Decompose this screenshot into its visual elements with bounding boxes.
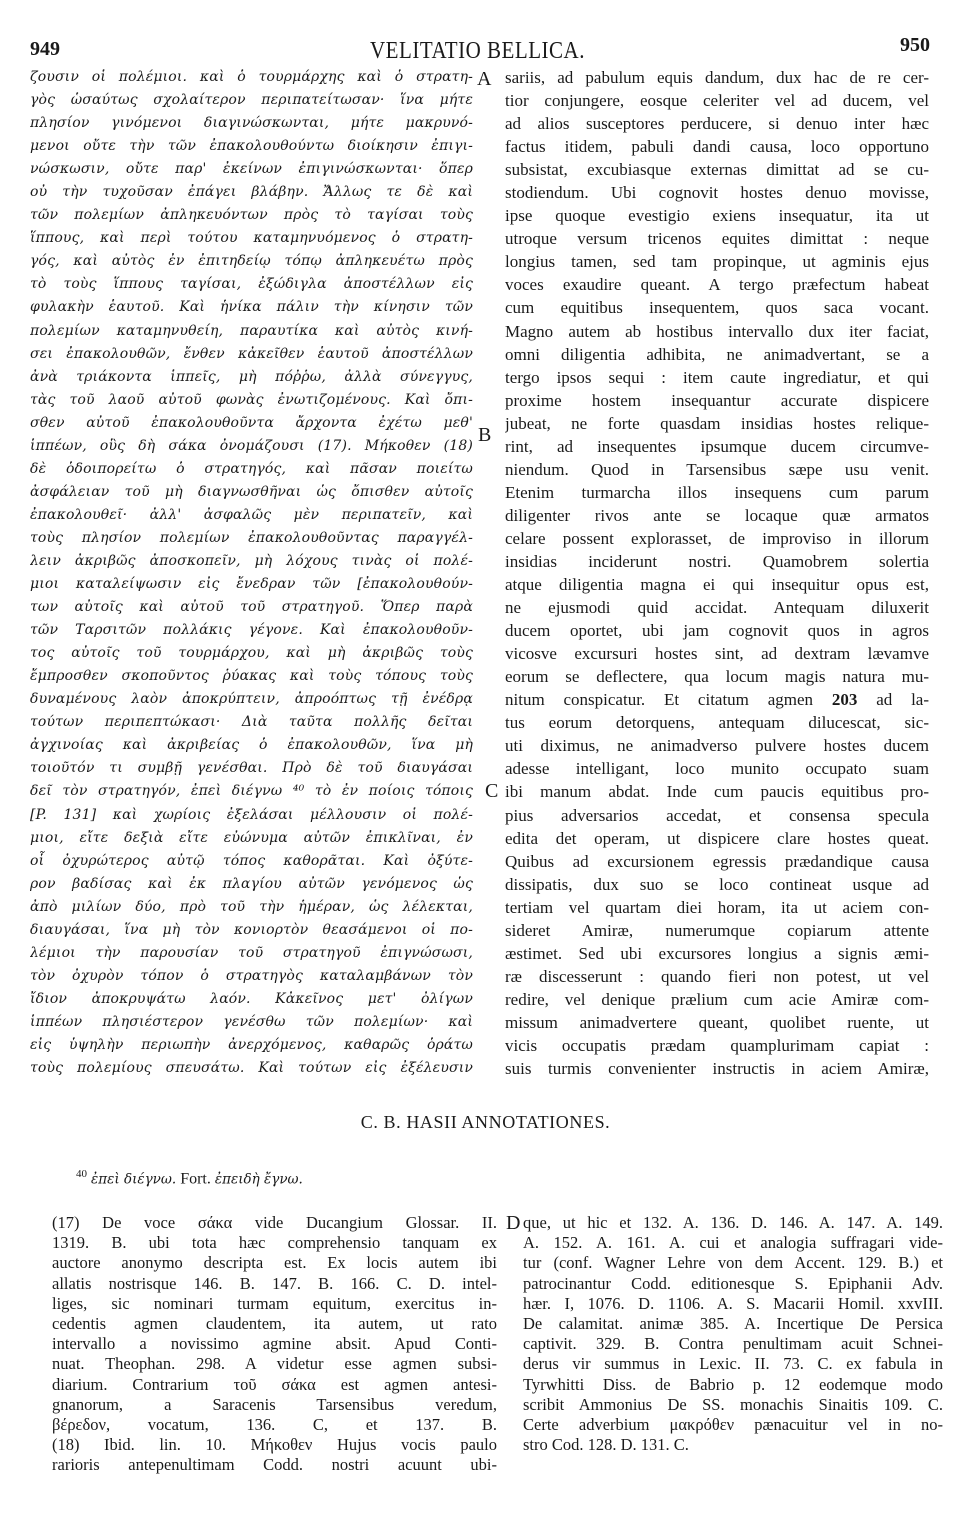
latin-text-segment: ad la- [876, 690, 929, 710]
latin-text-line: cum equitibus insequentem, quos saca vocant. [505, 298, 929, 318]
latin-text-line: Etenim turmarcha illos insequens cum parum [505, 482, 929, 502]
greek-text-line: ἀνὰ τριάκοντα ἱππεῖς, μὴ πόῤῥω, ἀλλὰ σύνεγγυς, [30, 368, 473, 385]
latin-text-line: longius tamen, sed tam propinque, ut agminis ejus [505, 252, 929, 272]
annotation-line: rarioris antepenultimam Codd. nostri acuunt ubi- [52, 1455, 497, 1475]
annotations-heading: C. B. HASII ANNOTATIONES. [360, 1112, 611, 1132]
latin-text-line: sideret Amiræ, numerumque copiarum attente [505, 920, 929, 940]
greek-text-line: ἴδιον ἀποκρυψάτω λαόν. Κἀκεῖνος μετ' ὀλίγων [30, 990, 473, 1007]
annotations-left-column [52, 1213, 497, 1476]
latin-text-line: adesse intelligant, loco munito occupato suam [505, 759, 929, 779]
latin-text-line: stodiendum. Ubi cognovit hostes denuo movisse, [505, 183, 929, 203]
greek-text-line: ἀσφάλειαν τοῦ μὴ διαγνωσθῆναι ὡς ὄπισθεν αὐτοῖς [30, 483, 473, 500]
annotation-line: auctore anonymo descripta est. Ex locis autem ibi [52, 1253, 497, 1273]
latin-text-line: utroque versum tricenos equites dimittat : neque [505, 229, 929, 249]
greek-text-line: τοὺς πλησίον πολεμίων ἐπακολουθοῦντας παραγγέλ- [30, 529, 473, 546]
latin-text-line: ipse quoque evestigio exiens insequatur, ita ut [505, 206, 929, 226]
latin-text-line: æstimet. Sed ubi excursores longius a signis æmi- [505, 943, 929, 963]
annotation-line: (18) Ibid. lin. 10. Μήκοθεν Hujus vocis paulo [52, 1435, 497, 1455]
greek-text-line: οὐ τὴν τυχοῦσαν ἐπάγει βλάβην. Ἄλλως τε δὲ καὶ [30, 184, 473, 201]
greek-text-line: ζουσιν οἱ πολέμιοι. καὶ ὁ τουρμάρχης καὶ ὁ στρατη- [30, 69, 473, 85]
annotation-line: Certe adverbium μακρόθεν pænacuitur vel in no- [523, 1415, 943, 1435]
page-number-right: 950 [900, 34, 930, 56]
latin-text-line: tertiam vel quartam diei horam, ita ut aciem con- [505, 897, 929, 917]
annotation-line: patrocinantur Codd. editionesque S. Epiphanii Adv. [523, 1273, 943, 1293]
latin-text-line: uti diximus, ne animadverso pulvere hostes ducem [505, 736, 929, 756]
latin-text-line: ibi manum abdat. Inde cum paucis equitibus pro- [505, 782, 929, 802]
annotation-line: Tyrwhitti Diss. de Babrio p. 12 eodemque modo [523, 1374, 943, 1394]
greek-text-line: των αὐτοῖς καὶ αὐτοῦ τοῦ στρατηγοῦ. Ὅπερ παρὰ [30, 599, 473, 616]
greek-text-line: δὲ ὁδοιπορείτω ὁ στρατηγός, καὶ πᾶσαν ποιείτω [30, 460, 473, 477]
annotation-line: hær. I, 1076. D. 1106. A. S. Macarii Homil. xxvIII. [523, 1293, 943, 1313]
section-marker-a: A [477, 68, 492, 90]
latin-text-line: ducem oportet, ubi jam cognovit quos in agros [505, 621, 929, 641]
greek-text-line: ἔμπροσθεν σκοποῦντος ῥύακας καὶ τοὺς τόπους τοὺς [30, 668, 473, 685]
greek-text-line: ἱππέων πλησιέστερον γενέσθω τῶν πολεμίων· καὶ [30, 1013, 473, 1030]
greek-text-column [30, 66, 473, 1080]
footnote-40 [76, 1168, 303, 1188]
latin-text-line: vicis occupatis prædam quamplurimam capiat : [505, 1035, 929, 1055]
greek-text-line: τῶν πολεμίων ἀπληκευόντων πρὸς τὸ ταγίσαι τοὺς [30, 207, 473, 224]
latin-text-line: tergo ipsos sequi : item caute ingrediatur, et qui [505, 367, 929, 387]
latin-text-line: vicosve excursuri hostes sint, ad dextram lævamve [505, 644, 929, 664]
annotation-line: A. 152. A. 161. A. cui et analogia suffragari vide- [523, 1233, 943, 1253]
annotation-line: intervallo a novissimo agmine absit. Apud Conti- [52, 1334, 497, 1354]
footnote-latin: Fort. [180, 1170, 211, 1188]
latin-text-line: ad alios susceptores perducere, si denuo inter hæc [505, 114, 929, 134]
greek-text-line: γὸς ὡσαύτως σχολαίτερον περιπατείτωσαν· ἵνα μήτε [30, 92, 473, 109]
latin-text-line [505, 688, 929, 711]
greek-text-line: νώσκωσιν, οὔτε παρ' ἐκείνων ἐπιγινώσκωνται· ὅπερ [30, 161, 473, 178]
greek-text-line: σει ἐπακολουθῶν, ἔνθεν κἀκεῖθεν ἑαυτοῦ ἀποστέλλων [30, 345, 473, 362]
annotation-line: cedentis agmen claudentem, ita autem, ut rato [52, 1314, 497, 1334]
annotation-line: nuat. Theophan. 298. A videtur esse agmen subsi- [52, 1354, 497, 1374]
annotation-line: allatis nostrisque 146. B. 147. B. 166. C. D. intel- [52, 1273, 497, 1293]
page-number-left: 949 [30, 38, 60, 60]
latin-text-line: tus eorum detorquens, antequam dilucescat, sic- [505, 713, 929, 733]
latin-text-line: factus itidem, pabuli dandi causa, loco opportuno [505, 137, 929, 157]
greek-text-line: τοιοῦτόν τι συμβῇ γενέσθαι. Πρὸ δὲ τοῦ διαυγάσαι [30, 760, 473, 777]
greek-text-line: ἐπακολουθεῖ· ἀλλ' ἀσφαλῶς μὲν περιπατεῖν, καὶ [30, 506, 473, 523]
annotation-line: tur (conf. Wagner Lehre von dem Accent. 129. B.) et [523, 1253, 943, 1273]
annotation-line: (17) De voce σάκα vide Ducangium Glossar. II. [52, 1213, 497, 1232]
latin-text-line: ræ discesserunt : quando fieri non potest, ut vel [505, 966, 929, 986]
latin-text-line: ne ejusmodi quid accidat. Antequam diluxerit [505, 598, 929, 618]
greek-text-line: δεῖ τὸν στρατηγόν, ἐπεὶ διέγνω ⁴⁰ τὸ ἐν ποίοις τόποις [30, 783, 473, 800]
latin-text-column [505, 66, 929, 1080]
greek-text-line: ἱππέων, οὓς δὴ σάκα ὀνομάζουσι (17). Μήκοθεν (18) [30, 437, 473, 454]
latin-text-line: voces exaudire queant. A tergo præfectum habeat [505, 275, 929, 295]
greek-text-line: μιοι καταλείψωσιν εἰς ἔνεδραν τῶν [ἐπακολουθούν- [30, 576, 473, 593]
greek-text-line: τοὺς πολεμίους σπευσάτω. Καὶ τούτων εἰς ἐξέλευσιν [30, 1060, 473, 1077]
latin-text-line: diligenter rivos ante se locaque quæ armatos [505, 505, 929, 525]
greek-text-line: πολεμίων καταμηνυθείη, παραυτίκα καὶ αὐτὸς κινή- [30, 322, 473, 339]
latin-text-line: edita det operam, ut dispicere clare hostes queat. [505, 828, 929, 848]
latin-text-line: redire, vel denique prælium cum acie Amiræ com- [505, 989, 929, 1009]
annotations-right-column [523, 1213, 943, 1455]
annotation-line: βέρεδον, vocatum, 136. C, et 137. B. [52, 1415, 497, 1435]
section-marker-b: B [478, 424, 492, 446]
footnote-greek: ἐπεὶ διέγνω. [91, 1171, 177, 1188]
annotation-line: gnanorum, a Saracenis Tarsensibus veredum, [52, 1394, 497, 1414]
footnote-number: 40 [76, 1168, 87, 1180]
annotation-line: que, ut hic et 132. A. 136. D. 146. A. 147. A. 149. [523, 1213, 943, 1232]
latin-text-line: suis turmis convenienter instructis in aciem Amiræ, [505, 1059, 929, 1079]
greek-text-line: τούτων περιπεπτώκασι· Διὰ ταῦτα πολλῆς δεῖται [30, 714, 473, 731]
greek-text-line: ρον βαδίσας καὶ ἐκ πλαγίου αὐτῶν γενόμενος ὡς [30, 875, 473, 892]
greek-text-line: φυλακὴν ἑαυτοῦ. Καὶ ἡνίκα πάλιν τὴν κίνησιν τῶν [30, 299, 473, 316]
latin-text-line: Magno autem ab hostibus intervallo dux iter faciat, [505, 321, 929, 341]
latin-text-line: celare possent explorasset, de improviso in illorum [505, 528, 929, 548]
latin-text-segment: nitum conspicatur. Et citatum agmen [505, 690, 814, 710]
greek-text-line: λέμιοι τὴν παρουσίαν τοῦ στρατηγοῦ ἐπιγνώσωσι, [30, 944, 473, 961]
running-title: VELITATIO BELLICA. [370, 36, 585, 64]
annotation-line: liges, sic nominari turmam equitum, exercitus in- [52, 1293, 497, 1313]
greek-text-line: τος αὐτοῖς τοῦ τουρμάρχου, καὶ μὴ ἀκριβῶς τοὺς [30, 645, 473, 662]
latin-text-line: sariis, ad pabulum equis dandum, dux hac de re cer- [505, 68, 929, 87]
section-marker-d: D [506, 1212, 521, 1234]
greek-text-line: τὰς τοῦ λαοῦ αὐτοῦ φωνὰς ἐνωτιζομένους. Καὶ ὄπι- [30, 391, 473, 408]
latin-text-line: subsistat, excubiasque externas dimittat ad se cu- [505, 160, 929, 180]
annotation-line: De calamitat. animæ 385. A. Incertique De Persica [523, 1314, 943, 1334]
section-marker-c: C [485, 780, 499, 802]
footnote-greek-correction: ἐπειδὴ ἔγνω. [214, 1171, 303, 1188]
annotation-line: derus vir summus in Lexic. II. 73. C. ex fabula in [523, 1354, 943, 1374]
annotation-line: scribit Ammonius De SS. monachis Sinaitis 109. C. [523, 1394, 943, 1414]
latin-text-line: eorum se deflectere, qua locum magis natura mu- [505, 667, 929, 687]
running-head [30, 34, 930, 64]
greek-text-line: μιοι, εἴτε δεξιὰ εἴτε εὐώνυμα αὐτῶν ἐπικλῖναι, ἐν [30, 829, 473, 846]
latin-text-line: tior conjungere, eosque celeriter vel ad ducem, vel [505, 91, 929, 111]
latin-text-line: proxime hostem insequantur accurate dispicere [505, 390, 929, 410]
latin-text-line: pius adversarios accedat, et consensa specula [505, 805, 929, 825]
greek-text-line: διαυγάσαι, ἵνα μὴ τὸν κονιορτὸν θεασάμενοι οἱ πο- [30, 921, 473, 938]
latin-text-line: dissipatis, dux suo se loco contineat usque ad [505, 874, 929, 894]
greek-text-line: εἰς ὑψηλὴν περιωπὴν ἀνερχόμενος, καθαρῶς ὁράτω [30, 1036, 473, 1053]
inline-page-number: 203 [813, 690, 877, 710]
annotation-line: 1319. B. ubi tota hæc comprehensio tanquam ex [52, 1233, 497, 1253]
greek-text-line: ἀπὸ μιλίων δύο, πρὸ τοῦ τὴν ἡμέραν, ὡς λέλεκται, [30, 898, 473, 915]
greek-text-line: δυναμένους λαὸν ἀποκρύπτειν, ἀπροόπτως τῇ ἐνέδρᾳ [30, 691, 473, 708]
greek-text-line: [P. 131] καὶ χωρίοις ἐξελάσαι μέλλουσιν οἱ πολέ- [30, 806, 473, 823]
greek-text-line: γός, καὶ αὐτὸς ἐν ἐπιτηδείῳ τόπῳ ἀπληκευέτω πρὸς [30, 253, 473, 270]
annotation-line: captivit. 329. B. Contra penultimam acuit Schnei- [523, 1334, 943, 1354]
greek-text-line: τὸν ὀχυρὸν τόπον ὁ στρατηγὸς καταλαμβάνων τὸν [30, 967, 473, 984]
latin-text-line: rint, ad insequentes ipsumque ducem circumve- [505, 436, 929, 456]
latin-text-line: insidias inciderunt nostri. Quamobrem solertia [505, 551, 929, 571]
latin-text-line: atque diligentia magna ei qui insequitur opus est, [505, 575, 929, 595]
annotation-line: stro Cod. 128. D. 131. C. [523, 1435, 689, 1455]
latin-text-line: jubeat, ne forte quasdam insidias hostes relique- [505, 413, 929, 433]
greek-text-line: ἵππους, καὶ περὶ τούτου καταμηνυόμενος ὁ στρατη- [30, 230, 473, 247]
greek-text-line: τῶν Ταρσιτῶν πολλάκις γέγονε. Καὶ ἐπακολουθοῦν- [30, 622, 473, 639]
annotation-line: diarium. Contrarium τοῦ σάκα est agmen antesi- [52, 1374, 497, 1394]
latin-text-line: niendum. Quod in Tarsensibus sæpe usu venit. [505, 459, 929, 479]
latin-text-line: Quibus ad excursionem egressis prædandique causa [505, 851, 929, 871]
greek-text-line: λειν ἀκριβῶς ἀποσκοπεῖν, μὴ λόχους τινὰς οἱ πολέ- [30, 552, 473, 569]
greek-text-line: μενοι οὔτε τὴν τῶν ἐπακολουθούντω διοίκησιν ἐπιγι- [30, 138, 473, 155]
greek-text-line: πλησίον γινόμενοι διαγινώσκωνται, μήτε μακρυνό- [30, 115, 473, 132]
greek-text-line: τὸ τοὺς ἵππους ταγίσαι, ἐξώδιγλα ἀποστέλλων εἰς [30, 276, 473, 293]
greek-text-line: ἀγχινοίας καὶ ἀκριβείας ὁ ἐπακολουθῶν, ἵνα μὴ [30, 737, 473, 754]
greek-text-line: οἷ ὀχυρώτερος αὐτῷ τόπος καθορᾶται. Καὶ ὀξύτε- [30, 852, 473, 869]
latin-text-line: missum animadvertere queant, quolibet ruente, ut [505, 1012, 929, 1032]
greek-text-line: σθεν αὐτοῦ ἐπακολουθοῦντα ἄρχοντα ἐχέτω μεθ' [30, 414, 473, 431]
latin-text-line: omni diligentia adhibita, ne animadvertant, se a [505, 344, 929, 364]
